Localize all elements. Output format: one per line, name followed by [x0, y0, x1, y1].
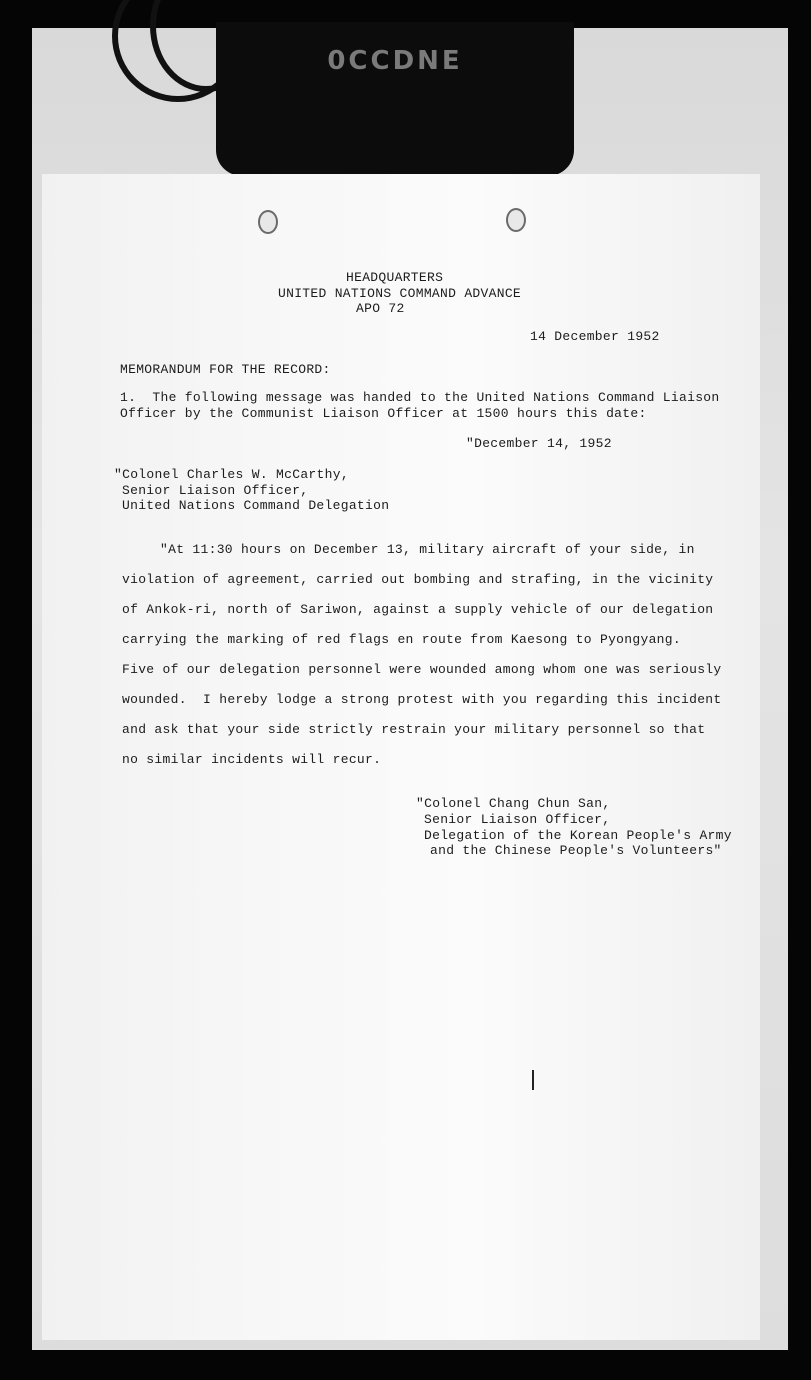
addressee-line-2: Senior Liaison Officer, [122, 483, 309, 498]
message-date: "December 14, 1952 [466, 436, 612, 451]
document-page [42, 174, 760, 1340]
letterhead-line-3: APO 72 [356, 301, 405, 316]
punch-hole [506, 208, 526, 232]
paragraph-1-line-2: Officer by the Communist Liaison Officer at 1500 hours this date: [120, 406, 647, 421]
message-body-line: and ask that your side strictly restrain your military personnel so that [122, 722, 706, 737]
memo-date: 14 December 1952 [530, 329, 660, 344]
message-body-line: wounded. I hereby lodge a strong protest with you regarding this incident [122, 692, 722, 707]
signature-line-3: Delegation of the Korean People's Army [424, 828, 732, 843]
binder-clip [216, 22, 574, 176]
signature-line-2: Senior Liaison Officer, [424, 812, 611, 827]
message-body-line: of Ankok-ri, north of Sariwon, against a supply vehicle of our delegation [122, 602, 714, 617]
message-body-line: no similar incidents will recur. [122, 752, 382, 767]
punch-hole [258, 210, 278, 234]
message-body-line: Five of our delegation personnel were wounded among whom one was seriously [122, 662, 722, 677]
addressee-line-1: "Colonel Charles W. McCarthy, [114, 467, 349, 482]
addressee-line-3: United Nations Command Delegation [122, 498, 390, 513]
clip-engraving: 0CCDNE [327, 46, 463, 76]
signature-line-4: and the Chinese People's Volunteers" [430, 843, 722, 858]
message-body-line: "At 11:30 hours on December 13, military aircraft of your side, in [160, 542, 695, 557]
stray-mark [532, 1070, 534, 1090]
letterhead-line-1: HEADQUARTERS [346, 270, 444, 285]
memo-title: MEMORANDUM FOR THE RECORD: [120, 362, 331, 377]
message-body-line: carrying the marking of red flags en route from Kaesong to Pyongyang. [122, 632, 681, 647]
message-body-line: violation of agreement, carried out bombing and strafing, in the vicinity [122, 572, 714, 587]
signature-line-1: "Colonel Chang Chun San, [416, 796, 611, 811]
letterhead-line-2: UNITED NATIONS COMMAND ADVANCE [278, 286, 522, 301]
paragraph-1-line-1: 1. The following message was handed to the United Nations Command Liaison [120, 390, 720, 405]
